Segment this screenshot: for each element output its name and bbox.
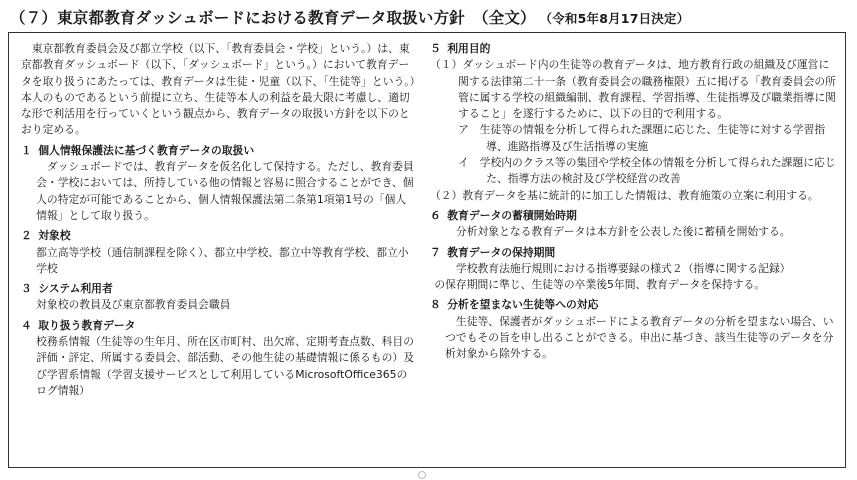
section-1-title: 個人情報保護法に基づく教育データの取扱い xyxy=(38,143,255,157)
section-7-title: 教育データの保持期間 xyxy=(447,245,556,259)
section-6-number: ６ xyxy=(430,208,441,222)
section-2-body: 都立高等学校（通信制課程を除く）、都立中学校、都立中等教育学校、都立小学校 xyxy=(36,245,409,275)
section-5-number: ５ xyxy=(430,42,441,55)
section-4-body: 校務系情報（生徒等の生年月、所在区市町村、出欠席、定期考査点数、科目の評価・評定、所属する委員会、部活動、その他生徒の基礎情報に係るもの）及び学習系情報（学習支援サービスとして利用しているMicrosoftOffice365のログ情報） xyxy=(36,335,414,397)
section-5-title: 利用目的 xyxy=(447,42,491,55)
section-6 xyxy=(430,208,838,241)
section-4-number: ４ xyxy=(21,318,32,332)
title-date: （令和5年8月17日決定） xyxy=(545,11,690,26)
section-6-body: 分析対象となる教育データは本方針を公表した後に蓄積を開始する。 xyxy=(455,225,791,239)
section-8-number: ８ xyxy=(430,298,441,312)
right-column xyxy=(430,41,838,367)
section-5-heading xyxy=(430,41,838,57)
section-3-number: ３ xyxy=(21,282,32,296)
section-7-number: ７ xyxy=(430,245,441,259)
section-7-body-line-2: の保存期間に準じ、生徒等の卒業後5年間、教育データを保持する。 xyxy=(434,278,766,292)
section-4 xyxy=(21,318,416,399)
section-5-sub-b: イ 学校内のクラス等の集団や学校全体の情報を分析して得られた課題に応じた、指導方法の検討及び学校経営の改善 xyxy=(458,156,836,186)
intro-paragraph: 東京都教育委員会及び都立学校（以下、「教育委員会・学校」という。）は、東京都教育ダッシュボード（以下、「ダッシュボード」という。）において教育データを取り扱うにあたっては、教育データは生徒・児童（以下、「生徒等」という。）本人のものであるという前提に立ち、生徒等本人の利益を最大限に考慮し、適切な形で利活用を行っていくという観点から、教育データの取扱い方針を以下のとおり定める。 xyxy=(21,42,416,137)
section-1-heading xyxy=(21,143,416,159)
section-6-title: 教育データの蓄積開始時期 xyxy=(447,208,577,222)
section-5-item-2: （２）教育データを基に統計的に加工した情報は、教育施策の立案に利用する。 xyxy=(430,188,819,202)
section-8 xyxy=(430,297,838,362)
section-4-title: 取り扱う教育データ xyxy=(38,318,136,332)
section-3-title: システム利用者 xyxy=(38,282,113,296)
section-8-title: 分析を望まない生徒等への対応 xyxy=(447,298,599,312)
section-2 xyxy=(21,228,416,277)
section-2-title: 対象校 xyxy=(38,229,71,243)
page-marker-dot xyxy=(418,471,426,479)
section-5 xyxy=(430,41,838,204)
section-4-heading xyxy=(21,318,416,334)
section-8-body: 生徒等、保護者がダッシュボードによる教育データの分析を望まない場合、いつでもその旨を申し出ることができる。申出に基づき、該当生徒等のデータを分析対象から除外する。 xyxy=(445,314,834,361)
section-3 xyxy=(21,281,416,314)
section-5-item-1: （１）ダッシュボード内の生徒等の教育データは、地方教育行政の組織及び運営に関する法律第二十一条（教育委員会の職務権限）五に掲げる「教育委員会の所管に属する学校の組織編制、教育課程、学習指導、生徒指導及び職業指導に関すること」を遂行するために、以下の目的で利用する。 xyxy=(430,58,836,121)
section-2-heading xyxy=(21,228,416,244)
page-title xyxy=(10,6,850,28)
section-3-body: 対象校の教員及び東京都教育委員会職員 xyxy=(36,298,231,312)
section-8-heading xyxy=(430,297,838,313)
section-1-body: ダッシュボードでは、教育データを仮名化して保持する。ただし、教育委員会・学校においては、所持している他の情報と容易に照合することができ、個人の特定が可能であることから、個人情報保護法第二条第1項第1号の「個人情報」として取り扱う。 xyxy=(36,160,414,222)
section-7-heading xyxy=(430,245,838,261)
section-6-heading xyxy=(430,208,838,224)
section-3-heading xyxy=(21,281,416,297)
section-5-sub-a: ア 生徒等の情報を分析して得られた課題に応じた、生徒等に対する学習指導、進路指導及び生活指導の実施 xyxy=(458,123,826,153)
section-1-number: １ xyxy=(21,143,32,157)
section-2-number: ２ xyxy=(21,229,32,243)
section-7-body-line-1: 学校教育法施行規則における指導要録の様式２（指導に関する記録） xyxy=(455,261,791,275)
section-7 xyxy=(430,245,838,294)
section-1 xyxy=(21,143,416,224)
left-column xyxy=(21,41,416,403)
title-main: （７）東京都教育ダッシュボードにおける教育データ取扱い方針 （全文） xyxy=(10,9,536,27)
policy-box xyxy=(8,32,846,468)
